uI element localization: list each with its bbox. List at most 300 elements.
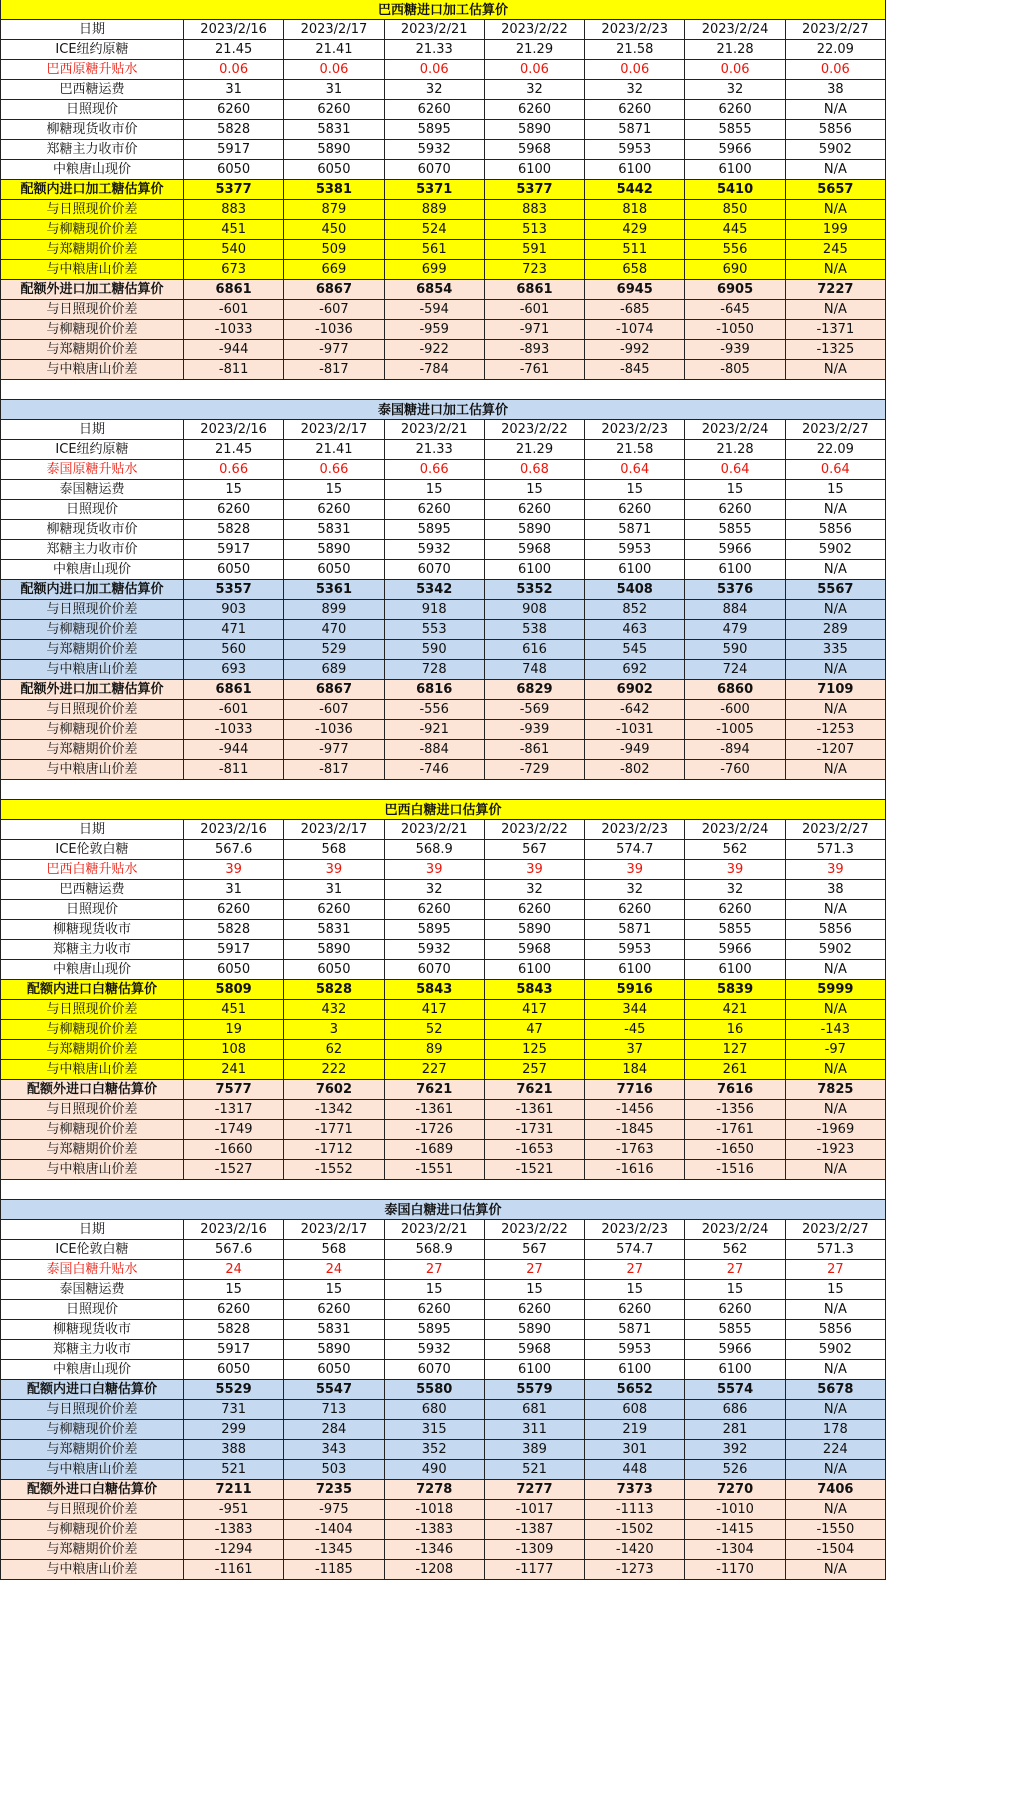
table-cell: -760: [685, 760, 785, 780]
table-row: [1, 1220, 886, 1240]
table-row: [1, 1500, 886, 1520]
table-row: [1, 440, 886, 460]
table-cell: -811: [184, 360, 284, 380]
row-label: 配额内进口白糖估算价: [1, 1380, 184, 1400]
table-cell: 15: [284, 480, 384, 500]
table-cell: 6070: [384, 160, 484, 180]
table-cell: 31: [284, 880, 384, 900]
table-cell: 7825: [785, 1080, 885, 1100]
table-cell: 6100: [685, 1360, 785, 1380]
table-cell: N/A: [785, 260, 885, 280]
row-label: 与柳糖现价价差: [1, 720, 184, 740]
table-cell: 6100: [685, 160, 785, 180]
table-cell: 21.45: [184, 40, 284, 60]
section-spacer: [0, 1179, 886, 1200]
table-cell: -1207: [785, 740, 885, 760]
table-cell: 521: [484, 1460, 584, 1480]
table-cell: 5828: [184, 120, 284, 140]
table-cell: 5890: [484, 920, 584, 940]
table-cell: 31: [184, 880, 284, 900]
row-label: 日期: [1, 20, 184, 40]
table-cell: 39: [284, 860, 384, 880]
table-cell: -1923: [785, 1140, 885, 1160]
table-cell: 6100: [585, 160, 685, 180]
table-cell: -977: [284, 740, 384, 760]
table-cell: 2023/2/22: [484, 20, 584, 40]
table-row: [1, 1360, 886, 1380]
table-cell: 852: [585, 600, 685, 620]
row-label: 与郑糖期价价差: [1, 340, 184, 360]
table-cell: 108: [184, 1040, 284, 1060]
table-cell: 5895: [384, 1320, 484, 1340]
row-label: 日照现价: [1, 500, 184, 520]
table-row: [1, 640, 886, 660]
table-cell: 335: [785, 640, 885, 660]
row-label: 柳糖现货收市价: [1, 120, 184, 140]
data-table: [0, 1219, 886, 1580]
table-cell: -1383: [184, 1520, 284, 1540]
table-cell: 7270: [685, 1480, 785, 1500]
table-cell: 5895: [384, 920, 484, 940]
table-cell: 689: [284, 660, 384, 680]
table-cell: 5855: [685, 1320, 785, 1340]
row-label: 与郑糖期价价差: [1, 1140, 184, 1160]
table-cell: 21.28: [685, 40, 785, 60]
table-cell: 6050: [284, 960, 384, 980]
table-cell: 5902: [785, 1340, 885, 1360]
table-cell: 5902: [785, 940, 885, 960]
table-cell: -1036: [284, 720, 384, 740]
table-cell: 6050: [184, 160, 284, 180]
table-cell: N/A: [785, 700, 885, 720]
row-label: 柳糖现货收市: [1, 1320, 184, 1340]
table-cell: 5574: [685, 1380, 785, 1400]
table-row: [1, 1400, 886, 1420]
table-cell: 7278: [384, 1480, 484, 1500]
table-cell: -1502: [585, 1520, 685, 1540]
table-cell: 6902: [585, 680, 685, 700]
table-cell: 32: [484, 880, 584, 900]
table-row: [1, 140, 886, 160]
table-cell: -1036: [284, 320, 384, 340]
table-cell: 567: [484, 840, 584, 860]
row-label: 配额内进口加工糖估算价: [1, 580, 184, 600]
table-cell: 5966: [685, 540, 785, 560]
table-cell: 728: [384, 660, 484, 680]
table-cell: N/A: [785, 100, 885, 120]
table-cell: 681: [484, 1400, 584, 1420]
table-cell: -1516: [685, 1160, 785, 1180]
table-cell: 5357: [184, 580, 284, 600]
table-cell: 0.06: [484, 60, 584, 80]
table-cell: -1387: [484, 1520, 584, 1540]
table-row: [1, 60, 886, 80]
row-label: 巴西糖运费: [1, 880, 184, 900]
table-cell: 2023/2/17: [284, 420, 384, 440]
table-cell: N/A: [785, 360, 885, 380]
table-cell: 6100: [484, 1360, 584, 1380]
table-cell: 89: [384, 1040, 484, 1060]
row-label: 与郑糖期价价差: [1, 1540, 184, 1560]
table-cell: 699: [384, 260, 484, 280]
table-cell: 5917: [184, 940, 284, 960]
table-cell: 673: [184, 260, 284, 280]
table-cell: -143: [785, 1020, 885, 1040]
table-cell: -845: [585, 360, 685, 380]
table-cell: 6050: [184, 1360, 284, 1380]
table-cell: -1551: [384, 1160, 484, 1180]
table-cell: -1345: [284, 1540, 384, 1560]
table-cell: -992: [585, 340, 685, 360]
table-cell: 2023/2/27: [785, 1220, 885, 1240]
table-cell: 5381: [284, 180, 384, 200]
table-cell: -959: [384, 320, 484, 340]
table-cell: 540: [184, 240, 284, 260]
table-cell: 567.6: [184, 840, 284, 860]
row-label: 与日照现价价差: [1, 700, 184, 720]
table-row: [1, 320, 886, 340]
table-cell: 2023/2/16: [184, 420, 284, 440]
table-cell: 6260: [384, 500, 484, 520]
row-label: 与中粮唐山价差: [1, 1060, 184, 1080]
row-label: 与中粮唐山价差: [1, 1160, 184, 1180]
table-cell: 5890: [484, 120, 584, 140]
table-cell: 908: [484, 600, 584, 620]
table-row: [1, 940, 886, 960]
table-cell: 284: [284, 1420, 384, 1440]
table-cell: 39: [785, 860, 885, 880]
table-cell: -1650: [685, 1140, 785, 1160]
table-row: [1, 180, 886, 200]
row-label: 日照现价: [1, 900, 184, 920]
table-cell: -1177: [484, 1560, 584, 1580]
table-cell: 5567: [785, 580, 885, 600]
table-row: [1, 1560, 886, 1580]
table-row: [1, 480, 886, 500]
table-cell: 568.9: [384, 1240, 484, 1260]
table-row: [1, 500, 886, 520]
table-cell: -1749: [184, 1120, 284, 1140]
table-cell: 7235: [284, 1480, 384, 1500]
table-cell: 451: [184, 1000, 284, 1020]
table-cell: 5831: [284, 120, 384, 140]
table-cell: -1420: [585, 1540, 685, 1560]
table-cell: -1294: [184, 1540, 284, 1560]
table-cell: 5580: [384, 1380, 484, 1400]
table-cell: 818: [585, 200, 685, 220]
table-cell: -729: [484, 760, 584, 780]
table-cell: 241: [184, 1060, 284, 1080]
table-cell: 27: [685, 1260, 785, 1280]
row-label: 与柳糖现价价差: [1, 1020, 184, 1040]
table-cell: -784: [384, 360, 484, 380]
table-cell: 15: [484, 480, 584, 500]
table-cell: 724: [685, 660, 785, 680]
table-cell: 2023/2/22: [484, 420, 584, 440]
table-cell: -1309: [484, 1540, 584, 1560]
table-cell: 5856: [785, 520, 885, 540]
table-row: [1, 740, 886, 760]
table-cell: N/A: [785, 1560, 885, 1580]
table-cell: 553: [384, 620, 484, 640]
table-cell: 6860: [685, 680, 785, 700]
table-row: [1, 1460, 886, 1480]
table-cell: -1273: [585, 1560, 685, 1580]
table-cell: 5410: [685, 180, 785, 200]
table-cell: 6861: [184, 680, 284, 700]
table-cell: -1325: [785, 340, 885, 360]
table-cell: 31: [184, 80, 284, 100]
table-row: [1, 120, 886, 140]
table-cell: 567.6: [184, 1240, 284, 1260]
table-cell: 7621: [384, 1080, 484, 1100]
table-cell: 5871: [585, 520, 685, 540]
table-cell: 5408: [585, 580, 685, 600]
table-cell: 5953: [585, 540, 685, 560]
table-cell: 352: [384, 1440, 484, 1460]
table-cell: -1342: [284, 1100, 384, 1120]
table-cell: 0.06: [384, 60, 484, 80]
table-cell: 0.64: [585, 460, 685, 480]
table-row: [1, 1040, 886, 1060]
table-cell: 5352: [484, 580, 584, 600]
table-cell: 713: [284, 1400, 384, 1420]
table-cell: 2023/2/21: [384, 20, 484, 40]
table-cell: 5657: [785, 180, 885, 200]
table-cell: N/A: [785, 500, 885, 520]
table-cell: 450: [284, 220, 384, 240]
table-cell: 6070: [384, 960, 484, 980]
row-label: 与柳糖现价价差: [1, 1120, 184, 1140]
table-cell: -1185: [284, 1560, 384, 1580]
table-cell: 6050: [284, 1360, 384, 1380]
table-cell: 5442: [585, 180, 685, 200]
table-cell: 0.06: [785, 60, 885, 80]
table-row: [1, 1000, 886, 1020]
table-cell: 6867: [284, 680, 384, 700]
table-cell: -1113: [585, 1500, 685, 1520]
table-cell: 6050: [284, 160, 384, 180]
table-cell: 15: [184, 480, 284, 500]
table-row: [1, 1060, 886, 1080]
table-cell: 568: [284, 1240, 384, 1260]
table-cell: 261: [685, 1060, 785, 1080]
table-cell: 6100: [484, 560, 584, 580]
table-cell: 21.29: [484, 440, 584, 460]
table-cell: 2023/2/17: [284, 1220, 384, 1240]
table-cell: -1010: [685, 1500, 785, 1520]
table-cell: 37: [585, 1040, 685, 1060]
table-cell: 21.29: [484, 40, 584, 60]
table-cell: 15: [585, 480, 685, 500]
table-row: [1, 340, 886, 360]
table-cell: 6100: [484, 160, 584, 180]
table-cell: -1660: [184, 1140, 284, 1160]
table-cell: 16: [685, 1020, 785, 1040]
table-cell: 32: [484, 80, 584, 100]
table-row: [1, 560, 886, 580]
table-cell: 5932: [384, 940, 484, 960]
table-cell: 21.58: [585, 440, 685, 460]
table-cell: 5855: [685, 120, 785, 140]
row-label: 与日照现价价差: [1, 1400, 184, 1420]
table-cell: N/A: [785, 760, 885, 780]
table-cell: 889: [384, 200, 484, 220]
table-cell: 52: [384, 1020, 484, 1040]
table-cell: 6260: [685, 1300, 785, 1320]
table-row: [1, 1300, 886, 1320]
row-label: 日照现价: [1, 100, 184, 120]
table-cell: 0.06: [184, 60, 284, 80]
table-row: [1, 420, 886, 440]
table-cell: -1761: [685, 1120, 785, 1140]
table-cell: 5932: [384, 540, 484, 560]
table-cell: N/A: [785, 560, 885, 580]
table-cell: 21.58: [585, 40, 685, 60]
table-row: [1, 300, 886, 320]
table-cell: 417: [484, 1000, 584, 1020]
table-cell: 5547: [284, 1380, 384, 1400]
table-cell: 5895: [384, 520, 484, 540]
table-cell: -1731: [484, 1120, 584, 1140]
table-row: [1, 960, 886, 980]
row-label: 与中粮唐山价差: [1, 360, 184, 380]
row-label: 巴西原糖升贴水: [1, 60, 184, 80]
table-cell: 5361: [284, 580, 384, 600]
table-cell: 6260: [184, 100, 284, 120]
table-cell: -1521: [484, 1160, 584, 1180]
table-cell: 6070: [384, 1360, 484, 1380]
table-cell: 503: [284, 1460, 384, 1480]
table-cell: 6861: [184, 280, 284, 300]
table-cell: -949: [585, 740, 685, 760]
table-cell: -556: [384, 700, 484, 720]
table-cell: 127: [685, 1040, 785, 1060]
table-cell: 6260: [184, 900, 284, 920]
table-cell: 5917: [184, 140, 284, 160]
row-label: 中粮唐山现价: [1, 1360, 184, 1380]
table-cell: 560: [184, 640, 284, 660]
table-cell: -1170: [685, 1560, 785, 1580]
table-cell: 5890: [284, 1340, 384, 1360]
row-label: 巴西糖运费: [1, 80, 184, 100]
table-cell: -1346: [384, 1540, 484, 1560]
table-cell: 184: [585, 1060, 685, 1080]
table-cell: -685: [585, 300, 685, 320]
table-cell: 723: [484, 260, 584, 280]
table-cell: -939: [484, 720, 584, 740]
table-cell: -1361: [484, 1100, 584, 1120]
table-cell: N/A: [785, 160, 885, 180]
table-row: [1, 360, 886, 380]
table-cell: 5831: [284, 920, 384, 940]
table-cell: 32: [585, 880, 685, 900]
table-cell: 5966: [685, 140, 785, 160]
table-cell: 590: [384, 640, 484, 660]
table-cell: 6260: [685, 500, 785, 520]
table-cell: 7109: [785, 680, 885, 700]
table-cell: -607: [284, 300, 384, 320]
row-label: 与日照现价价差: [1, 1100, 184, 1120]
table-cell: 5529: [184, 1380, 284, 1400]
table-row: [1, 860, 886, 880]
table-cell: 471: [184, 620, 284, 640]
table-cell: -1726: [384, 1120, 484, 1140]
table-cell: 417: [384, 1000, 484, 1020]
table-row: [1, 1240, 886, 1260]
row-label: 日期: [1, 420, 184, 440]
table-cell: 5953: [585, 940, 685, 960]
row-label: 与日照现价价差: [1, 1500, 184, 1520]
table-cell: 524: [384, 220, 484, 240]
table-cell: 2023/2/16: [184, 820, 284, 840]
table-cell: 5917: [184, 540, 284, 560]
table-row: [1, 760, 886, 780]
table-cell: 2023/2/22: [484, 820, 584, 840]
table-cell: 5831: [284, 1320, 384, 1340]
table-cell: 15: [384, 480, 484, 500]
table-row: [1, 160, 886, 180]
row-label: 与柳糖现价价差: [1, 320, 184, 340]
table-cell: 2023/2/23: [585, 20, 685, 40]
table-cell: 7406: [785, 1480, 885, 1500]
row-label: 泰国糖运费: [1, 480, 184, 500]
table-cell: -1033: [184, 720, 284, 740]
table-row: [1, 540, 886, 560]
table-cell: 27: [484, 1260, 584, 1280]
table-cell: 5678: [785, 1380, 885, 1400]
table-cell: 32: [685, 880, 785, 900]
table-cell: 6260: [284, 900, 384, 920]
table-cell: 5902: [785, 540, 885, 560]
table-cell: 222: [284, 1060, 384, 1080]
table-cell: 731: [184, 1400, 284, 1420]
table-cell: 6905: [685, 280, 785, 300]
table-cell: -1033: [184, 320, 284, 340]
table-cell: 31: [284, 80, 384, 100]
table-cell: 556: [685, 240, 785, 260]
table-cell: 62: [284, 1040, 384, 1060]
table-row: [1, 1160, 886, 1180]
table-cell: 6100: [585, 560, 685, 580]
table-cell: 7211: [184, 1480, 284, 1500]
table-cell: 3: [284, 1020, 384, 1040]
table-cell: -922: [384, 340, 484, 360]
table-cell: 389: [484, 1440, 584, 1460]
row-label: 郑糖主力收市价: [1, 140, 184, 160]
table-cell: 6816: [384, 680, 484, 700]
table-cell: -884: [384, 740, 484, 760]
table-cell: 245: [785, 240, 885, 260]
table-cell: -1712: [284, 1140, 384, 1160]
table-row: [1, 1080, 886, 1100]
table-cell: 5871: [585, 1320, 685, 1340]
table-cell: 6260: [685, 900, 785, 920]
row-label: 与日照现价价差: [1, 200, 184, 220]
table-cell: 6070: [384, 560, 484, 580]
table-row: [1, 660, 886, 680]
table-cell: 388: [184, 1440, 284, 1460]
table-row: [1, 820, 886, 840]
table-cell: 5968: [484, 540, 584, 560]
table-cell: 15: [785, 1280, 885, 1300]
table-cell: 15: [685, 1280, 785, 1300]
table-cell: 19: [184, 1020, 284, 1040]
row-label: 配额内进口加工糖估算价: [1, 180, 184, 200]
table-cell: 343: [284, 1440, 384, 1460]
table-cell: N/A: [785, 1100, 885, 1120]
table-cell: 5890: [284, 540, 384, 560]
